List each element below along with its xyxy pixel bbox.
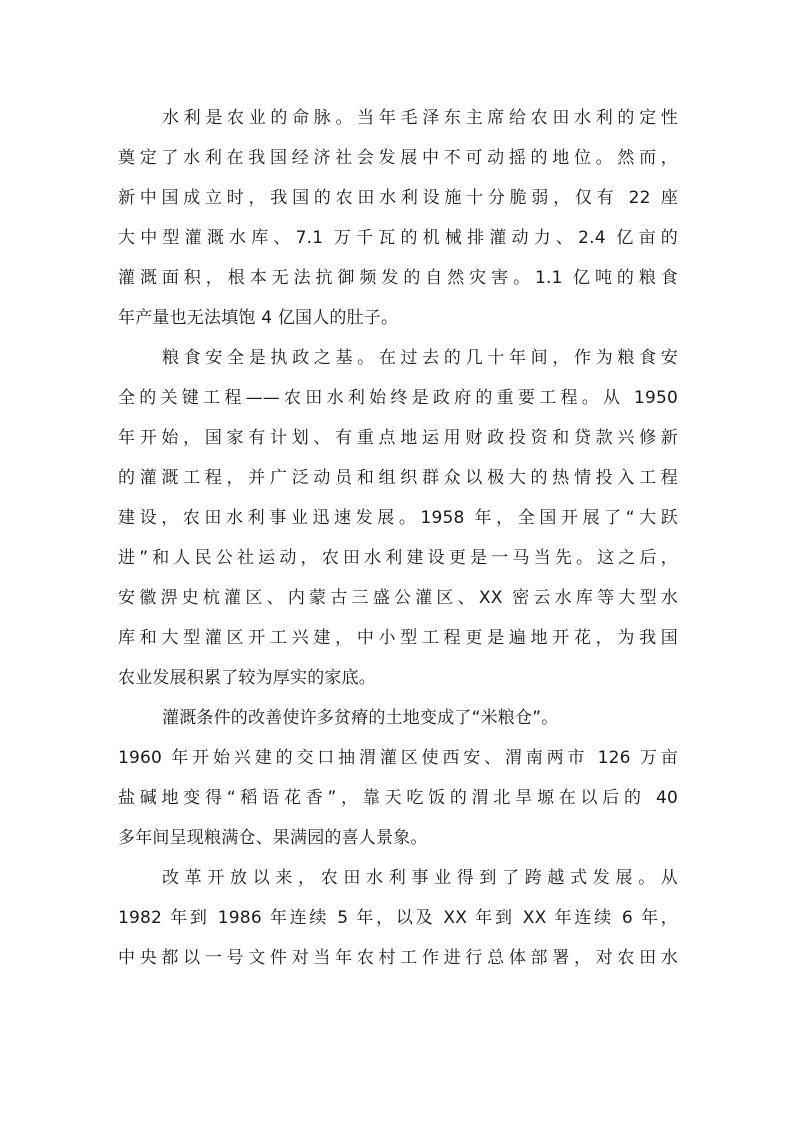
text-line: 多年间呈现粮满仓、果满园的喜人景象。 <box>118 828 428 848</box>
body-text <box>118 98 678 978</box>
text-line: 1960 年开始兴建的交口抽渭灌区使西安、渭南两市 126 万亩 <box>118 748 678 768</box>
text-line: 年产量也无法填饱 4 亿国人的肚子。 <box>118 308 399 328</box>
text-line: 灌溉条件的改善使许多贫瘠的土地变成了“米粮仓”。 <box>162 708 559 728</box>
text-line: 全的关键工程——农田水利始终是政府的重要工程。从 1950 <box>118 388 678 408</box>
text-line: 年开始，国家有计划、有重点地运用财政投资和贷款兴修新 <box>118 428 678 448</box>
text-line: 安徽淠史杭灌区、内蒙古三盛公灌区、XX 密云水库等大型水 <box>118 588 678 608</box>
text-line: 奠定了水利在我国经济社会发展中不可动摇的地位。然而， <box>118 148 678 168</box>
text-line: 库和大型灌区开工兴建，中小型工程更是遍地开花，为我国 <box>118 628 678 648</box>
text-line: 进”和人民公社运动，农田水利建设更是一马当先。这之后， <box>118 548 678 568</box>
text-line: 建设，农田水利事业迅速发展。1958 年，全国开展了“大跃 <box>118 508 678 528</box>
text-line: 的灌溉工程，并广泛动员和组织群众以极大的热情投入工程 <box>118 468 678 488</box>
text-line: 农业发展积累了较为厚实的家底。 <box>118 668 376 688</box>
text-line: 盐碱地变得“稻语花香”，靠天吃饭的渭北旱塬在以后的 40 <box>118 788 678 808</box>
text-line: 1982 年到 1986 年连续 5 年，以及 XX 年到 XX 年连续 6 年， <box>118 908 678 928</box>
text-line: 大中型灌溉水库、7.1 万千瓦的机械排灌动力、2.4 亿亩的 <box>118 228 678 248</box>
text-line: 新中国成立时，我国的农田水利设施十分脆弱，仅有 22 座 <box>118 188 678 208</box>
text-line: 改革开放以来，农田水利事业得到了跨越式发展。从 <box>162 868 678 888</box>
text-line: 水利是农业的命脉。当年毛泽东主席给农田水利的定性 <box>162 108 678 128</box>
text-line: 灌溉面积，根本无法抗御频发的自然灾害。1.1 亿吨的粮食 <box>118 268 678 288</box>
text-line: 中央都以一号文件对当年农村工作进行总体部署，对农田水 <box>118 948 678 968</box>
text-line: 粮食安全是执政之基。在过去的几十年间，作为粮食安 <box>162 348 678 368</box>
